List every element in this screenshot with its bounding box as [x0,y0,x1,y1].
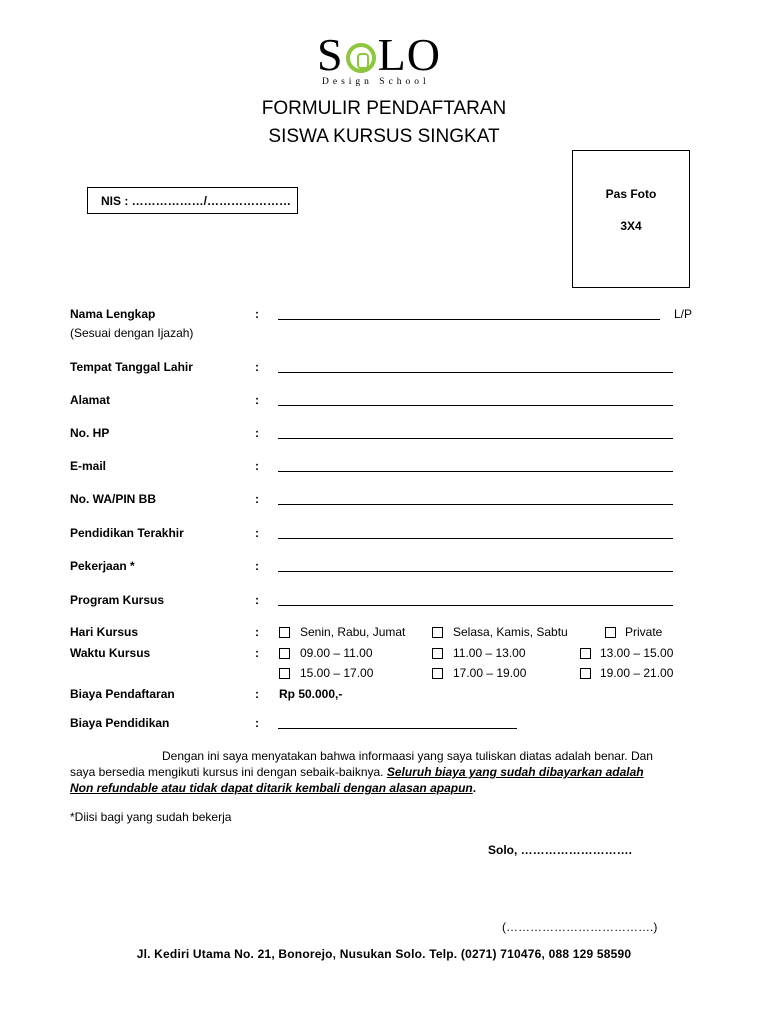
colon: : [255,393,259,407]
colon: : [255,687,259,701]
photo-size: 3X4 [620,219,642,233]
field-no-hp[interactable] [278,438,673,439]
option-waktu-6: 19.00 – 21.00 [600,666,674,680]
statement-line3: Non refundable atau tidak dapat ditarik kembali dengan alasan apapun. [70,781,477,795]
logo-wordmark: S LO [317,29,441,80]
field-program-kursus[interactable] [278,605,673,606]
label-pendidikan-terakhir: Pendidikan Terakhir [70,526,184,540]
footnote: *Diisi bagi yang sudah bekerja [70,810,232,824]
colon: : [255,307,259,321]
field-pekerjaan[interactable] [278,571,673,572]
field-nama-lengkap[interactable] [278,319,660,320]
option-waktu-1: 09.00 – 11.00 [300,646,373,660]
statement-emphasis-2: Non refundable atau tidak dapat ditarik kembali dengan alasan apapun [70,781,473,795]
photo-box [572,150,690,288]
field-email[interactable] [278,471,673,472]
mouse-icon [346,43,376,73]
signature-line[interactable]: (……………………………….) [502,920,658,934]
label-email: E-mail [70,459,107,473]
checkbox-waktu-3[interactable] [580,648,591,659]
colon: : [255,526,259,540]
form-title-line2: SISWA KURSUS SINGKAT [268,126,500,147]
option-waktu-5: 17.00 – 19.00 [453,666,527,680]
label-program-kursus: Program Kursus [70,593,165,607]
statement-emphasis-1: Seluruh biaya yang sudah dibayarkan adalah [386,765,644,779]
colon: : [255,492,259,506]
place-date: Solo, ………………………. [488,843,632,857]
colon: : [255,459,259,473]
colon: : [255,646,259,660]
field-tempat-tanggal-lahir[interactable] [278,372,673,373]
colon: : [255,426,259,440]
checkbox-waktu-1[interactable] [279,648,290,659]
gender-suffix: L/P [674,307,693,321]
checkbox-hari-private[interactable] [605,627,616,638]
colon: : [255,559,259,573]
checkbox-waktu-5[interactable] [432,668,443,679]
option-hari-2: Selasa, Kamis, Sabtu [453,625,568,639]
label-no-hp: No. HP [70,426,110,440]
label-waktu-kursus: Waktu Kursus [70,646,151,660]
school-logo [317,29,457,92]
label-no-wa-pin-bb: No. WA/PIN BB [70,492,156,506]
label-alamat: Alamat [70,393,111,407]
logo-tagline: Design School [322,77,430,87]
statement-line2: saya bersedia mengikuti kursus ini dengan sebaik-baiknya. Seluruh biaya yang sudah dibayarkan adalah [70,765,644,779]
label-pekerjaan: Pekerjaan * [70,559,135,573]
field-alamat[interactable] [278,405,673,406]
option-waktu-4: 15.00 – 17.00 [300,666,374,680]
colon: : [255,360,259,374]
option-waktu-3: 13.00 – 15.00 [600,646,674,660]
colon: : [255,593,259,607]
checkbox-hari-2[interactable] [432,627,443,638]
checkbox-waktu-4[interactable] [279,668,290,679]
option-hari-1: Senin, Rabu, Jumat [300,625,406,639]
footer-address: Jl. Kediri Utama No. 21, Bonorejo, Nusukan Solo. Telp. (0271) 710476, 088 129 58590 [136,947,632,961]
field-pendidikan-terakhir[interactable] [278,538,673,539]
value-biaya-pendaftaran: Rp 50.000,- [279,687,343,701]
label-biaya-pendidikan: Biaya Pendidikan [70,716,170,730]
field-no-wa-pin-bb[interactable] [278,504,673,505]
form-title-line1: FORMULIR PENDAFTARAN [261,98,507,119]
label-biaya-pendaftaran: Biaya Pendaftaran [70,687,175,701]
label-tempat-tanggal-lahir: Tempat Tanggal Lahir [70,360,193,374]
label-nama-lengkap: Nama Lengkap [70,307,156,321]
label-hari-kursus: Hari Kursus [70,625,139,639]
statement-line1: Dengan ini saya menyatakan bahwa informaasi yang saya tuliskan diatas adalah benar. Dan [162,749,653,763]
checkbox-waktu-2[interactable] [432,648,443,659]
field-biaya-pendidikan[interactable] [278,728,517,729]
checkbox-waktu-6[interactable] [580,668,591,679]
option-waktu-2: 11.00 – 13.00 [453,646,526,660]
nis-box[interactable]: NIS : ………………/………………… [87,187,298,214]
colon: : [255,625,259,639]
colon: : [255,716,259,730]
option-hari-private: Private [625,625,663,639]
checkbox-hari-1[interactable] [279,627,290,638]
photo-label: Pas Foto [605,187,657,201]
label-sesuai-ijazah: (Sesuai dengan Ijazah) [70,326,194,340]
